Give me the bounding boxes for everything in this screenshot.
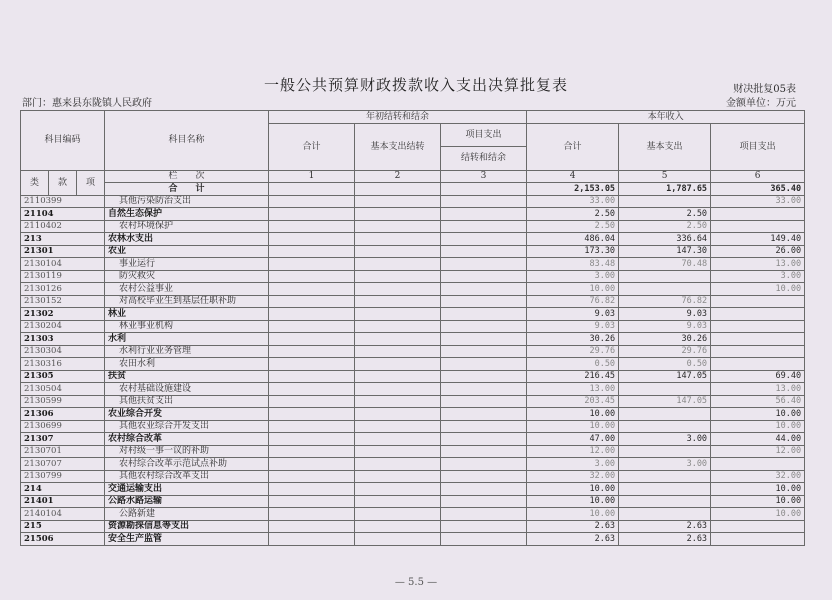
row-income-project: 10.00 <box>711 508 805 521</box>
row-income-basic <box>619 483 711 496</box>
row-income-total: 47.00 <box>527 433 619 446</box>
row-code: 21305 <box>21 370 105 383</box>
row-code: 2140104 <box>21 508 105 521</box>
row-income-total: 9.03 <box>527 320 619 333</box>
row-income-basic: 2.63 <box>619 520 711 533</box>
row-income-basic: 70.48 <box>619 258 711 271</box>
row-income-total: 2.50 <box>527 208 619 221</box>
row-name: 交通运输支出 <box>105 483 269 496</box>
row-income-project: 3.00 <box>711 270 805 283</box>
header-begin-total: 合计 <box>269 123 355 170</box>
row-begin-total <box>269 408 355 421</box>
row-income-project <box>711 458 805 471</box>
table-row <box>21 395 805 408</box>
col-num-2: 2 <box>355 170 441 183</box>
row-project-carry <box>441 420 527 433</box>
row-name: 资源勘探信息等支出 <box>105 520 269 533</box>
row-project-carry <box>441 233 527 246</box>
table-row <box>21 345 805 358</box>
row-begin-total <box>269 520 355 533</box>
row-basic-carry <box>355 433 441 446</box>
row-income-total: 10.00 <box>527 495 619 508</box>
row-begin-total <box>269 270 355 283</box>
row-begin-total <box>269 308 355 321</box>
budget-table <box>20 110 805 546</box>
row-income-total: 486.04 <box>527 233 619 246</box>
row-project-carry <box>441 258 527 271</box>
grand-total-label: 合 计 <box>105 183 269 196</box>
row-name: 其他扶贫支出 <box>105 395 269 408</box>
table-row <box>21 470 805 483</box>
row-income-project <box>711 208 805 221</box>
table-row <box>21 433 805 446</box>
row-income-project <box>711 308 805 321</box>
header-lei: 类 <box>21 170 49 195</box>
row-name: 公路水路运输 <box>105 495 269 508</box>
row-begin-total <box>269 445 355 458</box>
table-row <box>21 333 805 346</box>
header-kuan: 款 <box>49 170 77 195</box>
row-name: 农林水支出 <box>105 233 269 246</box>
row-income-basic <box>619 420 711 433</box>
row-income-basic <box>619 445 711 458</box>
table-row <box>21 408 805 421</box>
row-begin-total <box>269 370 355 383</box>
row-income-project: 69.40 <box>711 370 805 383</box>
row-income-project: 12.00 <box>711 445 805 458</box>
row-name: 对村级一事一议的补助 <box>105 445 269 458</box>
row-income-basic: 76.82 <box>619 295 711 308</box>
row-income-basic <box>619 408 711 421</box>
row-income-basic <box>619 470 711 483</box>
row-income-total: 2.63 <box>527 520 619 533</box>
col-num-3: 3 <box>441 170 527 183</box>
row-code: 21302 <box>21 308 105 321</box>
row-income-basic: 2.63 <box>619 533 711 546</box>
row-income-basic: 2.50 <box>619 208 711 221</box>
row-project-carry <box>441 483 527 496</box>
table-row <box>21 283 805 296</box>
row-begin-total <box>269 320 355 333</box>
row-income-project: 56.40 <box>711 395 805 408</box>
row-code: 213 <box>21 233 105 246</box>
col-num-1: 1 <box>269 170 355 183</box>
row-name: 其他污染防治支出 <box>105 195 269 208</box>
row-begin-total <box>269 208 355 221</box>
row-income-basic <box>619 383 711 396</box>
row-name: 其他农业综合开发支出 <box>105 420 269 433</box>
row-basic-carry <box>355 245 441 258</box>
row-code: 21301 <box>21 245 105 258</box>
row-basic-carry <box>355 370 441 383</box>
row-project-carry <box>441 533 527 546</box>
row-basic-carry <box>355 533 441 546</box>
table-row <box>21 458 805 471</box>
form-code: 财决批复05表 <box>733 84 796 95</box>
table-row <box>21 258 805 271</box>
row-begin-total <box>269 383 355 396</box>
row-basic-carry <box>355 508 441 521</box>
header-group-income: 本年收入 <box>527 111 805 124</box>
header-project-carry-1: 项目支出 <box>441 123 527 147</box>
row-income-total: 29.76 <box>527 345 619 358</box>
row-basic-carry <box>355 420 441 433</box>
row-income-project <box>711 295 805 308</box>
table-row <box>21 195 805 208</box>
row-basic-carry <box>355 308 441 321</box>
row-code: 21401 <box>21 495 105 508</box>
row-project-carry <box>441 345 527 358</box>
col-num-4: 4 <box>527 170 619 183</box>
row-code: 2130152 <box>21 295 105 308</box>
row-basic-carry <box>355 395 441 408</box>
table-row <box>21 220 805 233</box>
row-begin-total <box>269 495 355 508</box>
row-begin-total <box>269 358 355 371</box>
row-name: 对高校毕业生到基层任职补助 <box>105 295 269 308</box>
row-income-basic <box>619 495 711 508</box>
row-income-total: 10.00 <box>527 483 619 496</box>
row-income-basic: 30.26 <box>619 333 711 346</box>
row-basic-carry <box>355 333 441 346</box>
row-income-project <box>711 533 805 546</box>
row-basic-carry <box>355 258 441 271</box>
header-basic-carry: 基本支出结转 <box>355 123 441 170</box>
row-code: 2130701 <box>21 445 105 458</box>
row-basic-carry <box>355 383 441 396</box>
row-income-project: 32.00 <box>711 470 805 483</box>
row-income-total: 12.00 <box>527 445 619 458</box>
row-name: 林业事业机构 <box>105 320 269 333</box>
row-begin-total <box>269 508 355 521</box>
row-project-carry <box>441 433 527 446</box>
row-name: 防灾救灾 <box>105 270 269 283</box>
row-code: 214 <box>21 483 105 496</box>
row-income-total: 32.00 <box>527 470 619 483</box>
grand-basic-carry <box>355 183 441 196</box>
row-name: 安全生产监管 <box>105 533 269 546</box>
row-code: 2110399 <box>21 195 105 208</box>
row-name: 农村公益事业 <box>105 283 269 296</box>
grand-basic: 1,787.65 <box>619 183 711 196</box>
row-name: 水利 <box>105 333 269 346</box>
row-code: 2130119 <box>21 270 105 283</box>
row-code: 21506 <box>21 533 105 546</box>
row-name: 自然生态保护 <box>105 208 269 221</box>
row-income-project: 149.40 <box>711 233 805 246</box>
row-income-project: 10.00 <box>711 495 805 508</box>
row-project-carry <box>441 445 527 458</box>
row-begin-total <box>269 533 355 546</box>
row-income-basic: 0.50 <box>619 358 711 371</box>
row-basic-carry <box>355 208 441 221</box>
unit-label: 金额单位：万元 <box>726 98 796 109</box>
row-basic-carry <box>355 345 441 358</box>
row-project-carry <box>441 508 527 521</box>
row-project-carry <box>441 270 527 283</box>
header-income-project: 项目支出 <box>711 123 805 170</box>
row-basic-carry <box>355 295 441 308</box>
row-income-project: 13.00 <box>711 258 805 271</box>
row-name: 农业 <box>105 245 269 258</box>
table-row <box>21 520 805 533</box>
row-name: 农村环境保护 <box>105 220 269 233</box>
row-name: 农村综合改革 <box>105 433 269 446</box>
table-row <box>21 533 805 546</box>
table-row <box>21 483 805 496</box>
row-project-carry <box>441 395 527 408</box>
row-name: 农业综合开发 <box>105 408 269 421</box>
row-project-carry <box>441 220 527 233</box>
row-begin-total <box>269 333 355 346</box>
row-name: 其他农村综合改革支出 <box>105 470 269 483</box>
table-row <box>21 233 805 246</box>
document-title: 一般公共预算财政拨款收入支出决算批复表 <box>263 76 568 94</box>
row-code: 21306 <box>21 408 105 421</box>
row-income-project <box>711 320 805 333</box>
row-income-total: 216.45 <box>527 370 619 383</box>
row-project-carry <box>441 245 527 258</box>
row-begin-total <box>269 195 355 208</box>
row-project-carry <box>441 295 527 308</box>
row-code: 21307 <box>21 433 105 446</box>
row-begin-total <box>269 433 355 446</box>
row-code: 2130304 <box>21 345 105 358</box>
row-basic-carry <box>355 358 441 371</box>
row-name: 公路新建 <box>105 508 269 521</box>
table-row <box>21 420 805 433</box>
row-income-total: 10.00 <box>527 408 619 421</box>
row-income-basic: 29.76 <box>619 345 711 358</box>
row-project-carry <box>441 208 527 221</box>
row-project-carry <box>441 520 527 533</box>
row-income-total: 203.45 <box>527 395 619 408</box>
department-label: 部门：惠来县东陇镇人民政府 <box>22 98 152 109</box>
row-income-total: 9.03 <box>527 308 619 321</box>
row-income-total: 30.26 <box>527 333 619 346</box>
row-begin-total <box>269 295 355 308</box>
row-project-carry <box>441 358 527 371</box>
col-num-6: 6 <box>711 170 805 183</box>
header-code: 科目编码 <box>21 111 105 171</box>
row-name: 事业运行 <box>105 258 269 271</box>
row-begin-total <box>269 458 355 471</box>
row-basic-carry <box>355 408 441 421</box>
row-basic-carry <box>355 458 441 471</box>
grand-begin-total <box>269 183 355 196</box>
row-income-basic: 3.00 <box>619 458 711 471</box>
grand-project: 365.40 <box>711 183 805 196</box>
row-income-total: 83.48 <box>527 258 619 271</box>
row-project-carry <box>441 195 527 208</box>
row-project-carry <box>441 333 527 346</box>
row-income-total: 10.00 <box>527 508 619 521</box>
row-income-total: 0.50 <box>527 358 619 371</box>
table-row <box>21 495 805 508</box>
row-name: 水利行业业务管理 <box>105 345 269 358</box>
row-basic-carry <box>355 495 441 508</box>
row-code: 2130126 <box>21 283 105 296</box>
row-income-basic: 336.64 <box>619 233 711 246</box>
table-row <box>21 208 805 221</box>
row-income-total: 76.82 <box>527 295 619 308</box>
row-income-basic: 147.05 <box>619 370 711 383</box>
row-begin-total <box>269 470 355 483</box>
row-income-basic: 147.05 <box>619 395 711 408</box>
row-code: 21104 <box>21 208 105 221</box>
row-income-total: 2.50 <box>527 220 619 233</box>
row-income-total: 3.00 <box>527 270 619 283</box>
row-basic-carry <box>355 233 441 246</box>
row-income-project: 26.00 <box>711 245 805 258</box>
header-income-basic: 基本支出 <box>619 123 711 170</box>
row-begin-total <box>269 283 355 296</box>
row-project-carry <box>441 370 527 383</box>
table-row <box>21 383 805 396</box>
row-income-basic <box>619 195 711 208</box>
row-code: 2130699 <box>21 420 105 433</box>
table-row <box>21 295 805 308</box>
row-basic-carry <box>355 195 441 208</box>
row-code: 215 <box>21 520 105 533</box>
grand-project-carry <box>441 183 527 196</box>
row-basic-carry <box>355 270 441 283</box>
row-basic-carry <box>355 283 441 296</box>
row-income-project: 10.00 <box>711 408 805 421</box>
row-income-basic: 2.50 <box>619 220 711 233</box>
row-begin-total <box>269 220 355 233</box>
row-income-total: 10.00 <box>527 420 619 433</box>
row-basic-carry <box>355 220 441 233</box>
row-code: 2110402 <box>21 220 105 233</box>
row-begin-total <box>269 483 355 496</box>
row-income-project <box>711 520 805 533</box>
row-basic-carry <box>355 520 441 533</box>
table-row <box>21 358 805 371</box>
row-begin-total <box>269 233 355 246</box>
row-name: 农田水利 <box>105 358 269 371</box>
table-row <box>21 445 805 458</box>
row-project-carry <box>441 320 527 333</box>
table-row <box>21 320 805 333</box>
row-project-carry <box>441 495 527 508</box>
header-income-total: 合计 <box>527 123 619 170</box>
row-begin-total <box>269 420 355 433</box>
row-name: 扶贫 <box>105 370 269 383</box>
row-income-basic: 147.30 <box>619 245 711 258</box>
row-basic-carry <box>355 445 441 458</box>
grand-total: 2,153.05 <box>527 183 619 196</box>
row-income-basic <box>619 283 711 296</box>
row-begin-total <box>269 245 355 258</box>
row-project-carry <box>441 283 527 296</box>
table-row <box>21 308 805 321</box>
row-code: 2130104 <box>21 258 105 271</box>
header-project-carry-2: 结转和结余 <box>441 147 527 171</box>
row-income-project: 10.00 <box>711 283 805 296</box>
row-income-project: 10.00 <box>711 483 805 496</box>
header-name: 科目名称 <box>105 111 269 171</box>
row-code: 2130599 <box>21 395 105 408</box>
row-basic-carry <box>355 483 441 496</box>
row-basic-carry <box>355 320 441 333</box>
table-row <box>21 245 805 258</box>
row-code: 2130707 <box>21 458 105 471</box>
table-row <box>21 370 805 383</box>
row-code: 21303 <box>21 333 105 346</box>
row-income-project: 13.00 <box>711 383 805 396</box>
row-income-total: 2.63 <box>527 533 619 546</box>
row-income-basic <box>619 508 711 521</box>
row-income-total: 33.00 <box>527 195 619 208</box>
row-begin-total <box>269 395 355 408</box>
row-income-project: 10.00 <box>711 420 805 433</box>
header-lan-ci: 栏 次 <box>105 170 269 183</box>
row-income-basic <box>619 270 711 283</box>
row-income-total: 173.30 <box>527 245 619 258</box>
row-project-carry <box>441 383 527 396</box>
row-income-project <box>711 358 805 371</box>
row-begin-total <box>269 345 355 358</box>
row-code: 2130316 <box>21 358 105 371</box>
row-code: 2130799 <box>21 470 105 483</box>
row-income-total: 13.00 <box>527 383 619 396</box>
row-income-project: 44.00 <box>711 433 805 446</box>
header-xiang: 项 <box>77 170 105 195</box>
table-row <box>21 270 805 283</box>
header-group-begin: 年初结转和结余 <box>269 111 527 124</box>
row-income-project: 33.00 <box>711 195 805 208</box>
row-code: 2130204 <box>21 320 105 333</box>
row-name: 林业 <box>105 308 269 321</box>
row-income-basic: 9.03 <box>619 320 711 333</box>
row-income-project <box>711 333 805 346</box>
row-name: 农村综合改革示范试点补助 <box>105 458 269 471</box>
row-basic-carry <box>355 470 441 483</box>
row-project-carry <box>441 308 527 321</box>
row-project-carry <box>441 408 527 421</box>
row-income-basic: 3.00 <box>619 433 711 446</box>
row-income-total: 3.00 <box>527 458 619 471</box>
row-income-project <box>711 220 805 233</box>
row-code: 2130504 <box>21 383 105 396</box>
row-project-carry <box>441 458 527 471</box>
table-row <box>21 508 805 521</box>
col-num-5: 5 <box>619 170 711 183</box>
row-begin-total <box>269 258 355 271</box>
page-number: — 5.5 — <box>394 577 438 588</box>
row-income-total: 10.00 <box>527 283 619 296</box>
row-income-project <box>711 345 805 358</box>
row-name: 农村基础设施建设 <box>105 383 269 396</box>
row-income-basic: 9.03 <box>619 308 711 321</box>
row-project-carry <box>441 470 527 483</box>
